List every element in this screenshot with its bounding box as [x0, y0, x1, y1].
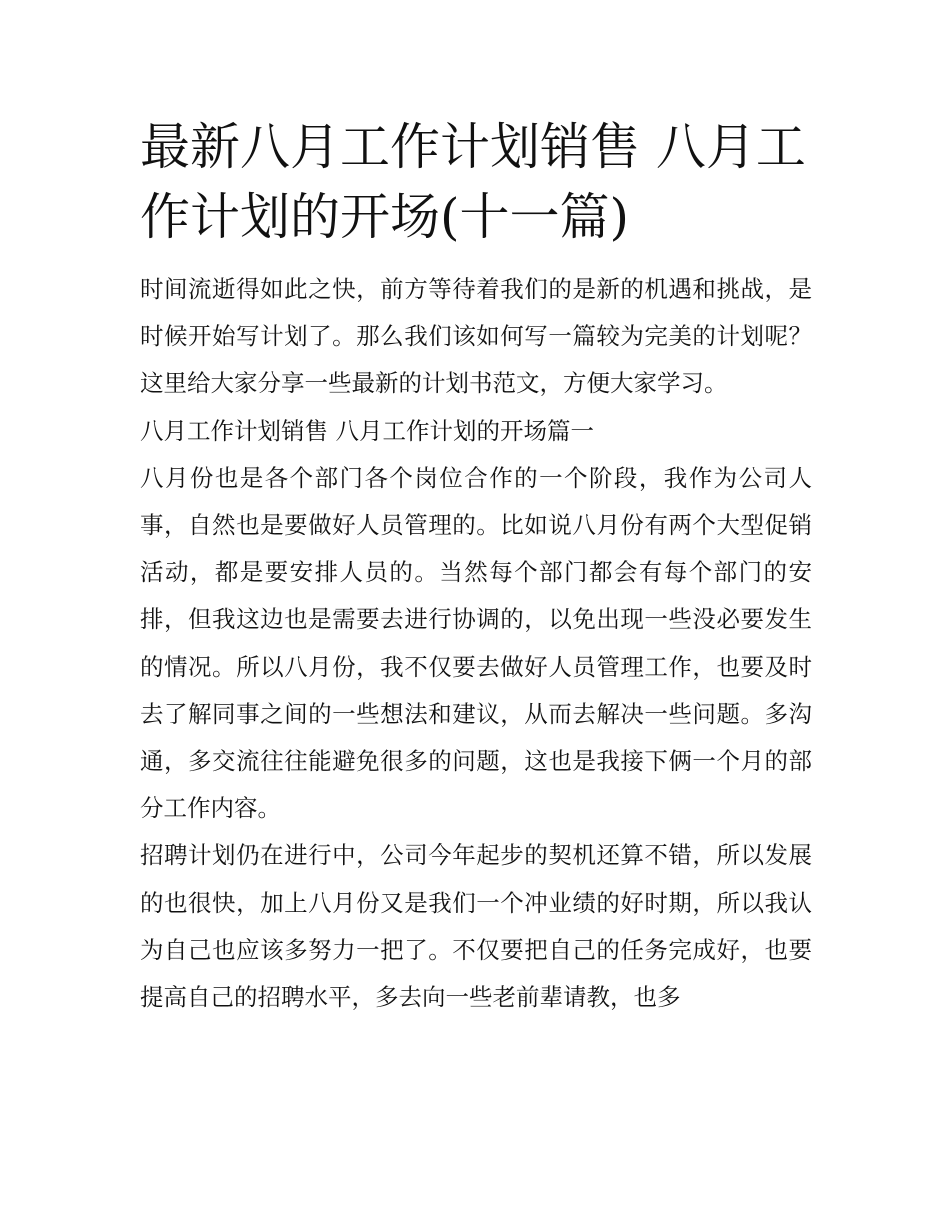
intro-paragraph: 时间流逝得如此之快，前方等待着我们的是新的机遇和挑战，是时候开始写计划了。那么我们该如何写一篇较为完美的计划呢？这里给大家分享一些最新的计划书范文，方便大家学习。 — [140, 275, 812, 398]
body-paragraph-1: 八月份也是各个部门各个岗位合作的一个阶段，我作为公司人事，自然也是要做好人员管理的。比如说八月份有两个大型促销活动，都是要安排人员的。当然每个部门都会有每个部门的安排，但我这边也是需要去进行协调的，以免出现一些没必要发生的情况。所以八月份，我不仅要去做好人员管理工作，也要及时去了解同事之间的一些想法和建议，从而去解决一些问题。多沟通，多交流往往能避免很多的问题，这也是我接下俩一个月的部分工作内容。 — [140, 463, 812, 823]
section-heading: 八月工作计划销售 八月工作计划的开场篇一 — [140, 416, 594, 445]
document-title: 最新八月工作计划销售 八月工作计划的开场(十一篇) — [140, 118, 806, 246]
body-paragraph-2: 招聘计划仍在进行中，公司今年起步的契机还算不错，所以发展的也很快，加上八月份又是我们一个冲业绩的好时期，所以我认为自己也应该多努力一把了。不仅要把自己的任务完成好，也要提高自己的招聘水平，多去向一些老前辈请教，也多 — [140, 841, 812, 1012]
document-content — [140, 112, 812, 1021]
